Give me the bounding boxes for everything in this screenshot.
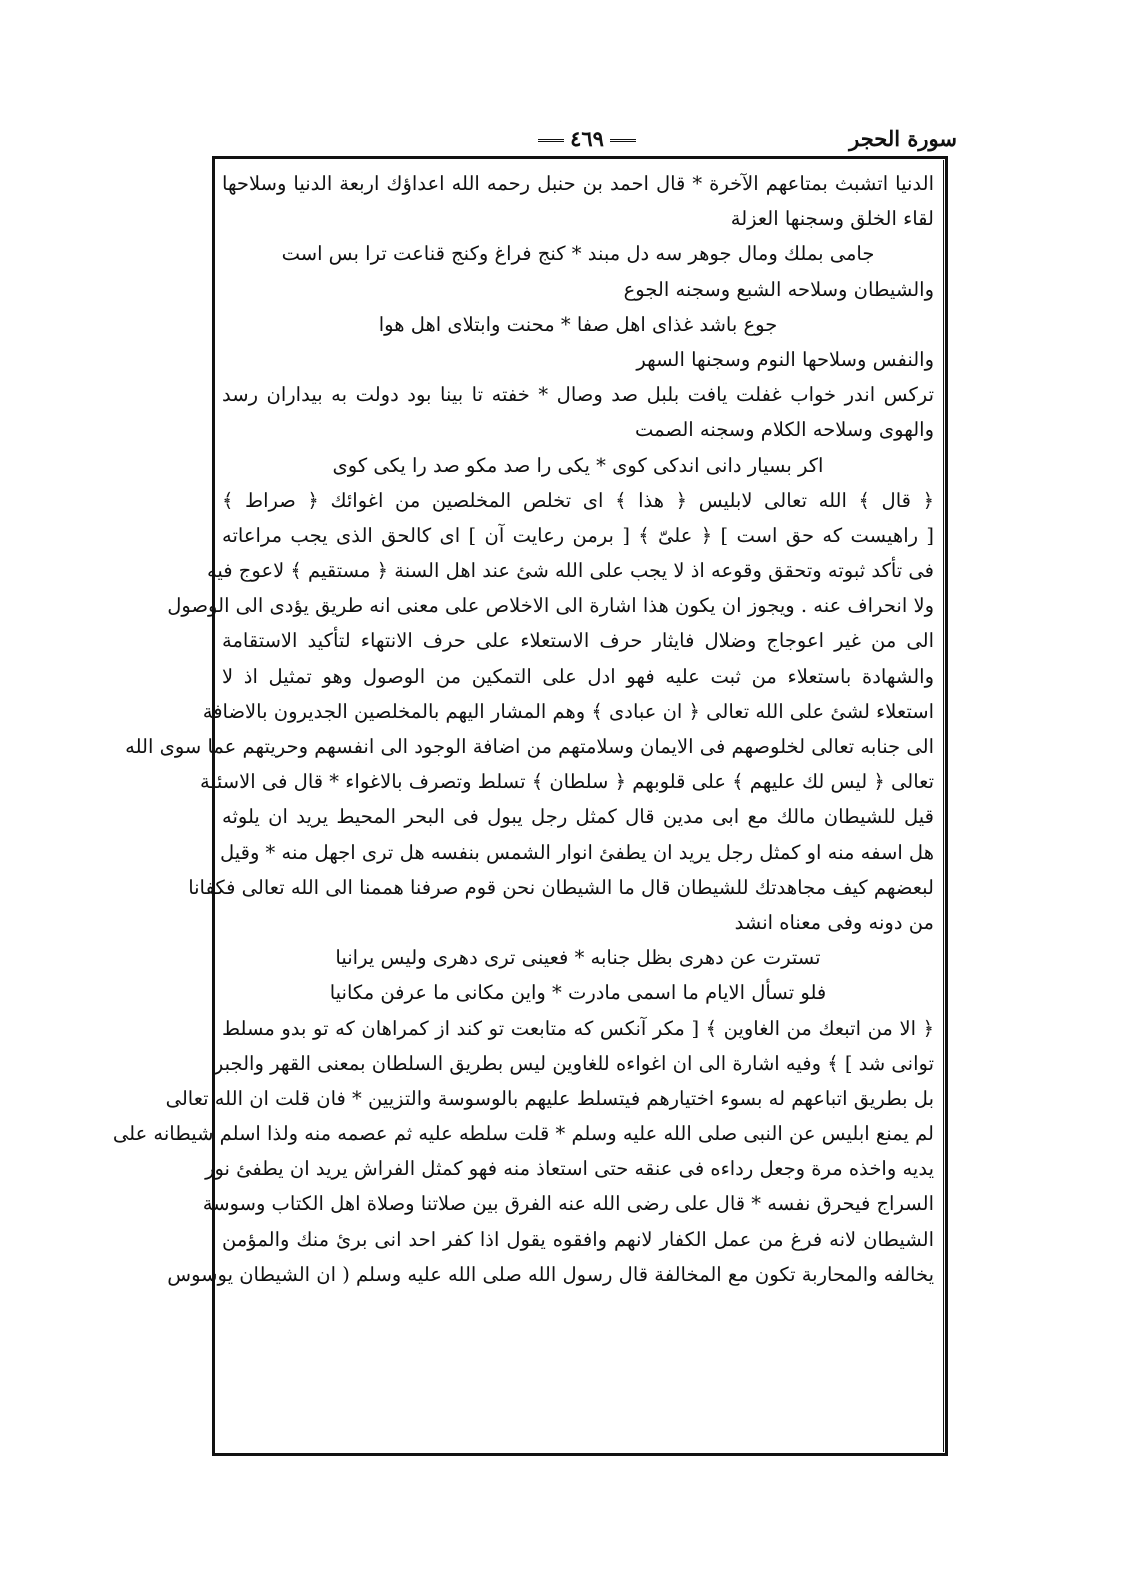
text-line: والهوى وسلاحه الكلام وسجنه الصمت: [634, 418, 934, 442]
text-line: ولا انحراف عنه . ويجوز ان يكون هذا اشارة الى الاخلاص على معنى انه طريق يؤدى الى الوصول: [167, 594, 934, 618]
text-line: والشيطان وسلاحه الشبع وسجنه الجوع: [623, 277, 934, 301]
text-line: لم يمنع ابليس عن النبى صلى الله عليه وسلم * قلت سلطه عليه ثم عصمه منه ولذا اسلم شيطانه على: [112, 1122, 934, 1146]
text-line: تركس اندر خواب غفلت يافت بلبل صد وصال * خفته تا بينا بود دولت به بيداران رسد: [222, 383, 934, 407]
text-line: من دونه وفى معناه انشد: [734, 910, 934, 934]
text-line: يديه واخذه مرة وجعل رداءه فى عنقه حتى استعاذ منه فهو كمثل الفراش يريد ان يطفئ نور: [205, 1157, 934, 1181]
text-line: ﴿ الا من اتبعك من الغاوين ﴾ [ مكر آنكس كه متابعت تو كند از كمراهان كه تو بدو مسلط: [222, 1016, 934, 1040]
text-line: استعلاء لشئ على الله تعالى ﴿ ان عبادى ﴾ وهم المشار اليهم بالمخلصين الجديرون بالاضافة: [202, 699, 934, 723]
text-line: بل بطريق اتباعهم له بسوء اختيارهم فيتسلط عليهم بالوسوسة والتزيين * فان قلت ان الله تعالى: [165, 1086, 934, 1110]
text-line: هل اسفه منه او كمثل رجل يريد ان يطفئ انوار الشمس بنفسه هل ترى اجهل منه * وقيل: [219, 840, 934, 864]
verse-line: جامى بملك ومال جوهر سه دل مبند * كنج فراغ وكنج قناعت ترا بس است: [281, 242, 875, 266]
text-line: السراج فيحرق نفسه * قال على رضى الله عنه الفرق بين صلاتنا وصلاة اهل الكتاب وسوسة: [202, 1192, 934, 1216]
text-body: [112, 166, 934, 1446]
ornament-right: [538, 139, 564, 142]
ornament-left: [610, 139, 636, 142]
verse-line: اكر بسيار دانى اندكى كوى * يكى را صد مكو صد را يكى كوى: [332, 453, 824, 477]
text-line: تعالى ﴿ ليس لك عليهم ﴾ على قلوبهم ﴿ سلطان ﴾ تسلط وتصرف بالاغواء * قال فى الاسئلة: [200, 770, 934, 794]
text-line: الدنيا اتشبث بمتاعهم الآخرة * قال احمد بن حنبل رحمه الله اعداؤك اربعة الدنيا وسلاحها: [222, 172, 934, 195]
text-line: ﴿ قال ﴾ الله تعالى لابليس ﴿ هذا ﴾ اى تخلص المخلصين من اغوائك ﴿ صراط ﴾: [222, 488, 934, 512]
page-number-block: [512, 126, 662, 151]
verse-line: جوع باشد غذاى اهل صفا * محنت وابتلاى اهل هوا: [378, 312, 778, 336]
text-line: قيل للشيطان مالك مع ابى مدين قال كمثل رجل يبول فى البحر المحيط يريد ان يلوثه: [222, 805, 934, 829]
text-line: والشهادة باستعلاء من ثبت عليه فهو ادل على التمكين من الوصول وهو تمثيل اذ لا: [222, 664, 934, 688]
text-line: والنفس وسلاحها النوم وسجنها السهر: [636, 347, 934, 371]
verse-line: تسترت عن دهرى بظل جنابه * فعينى ترى دهرى وليس يرانيا: [335, 946, 821, 970]
text-line: يخالفه والمحاربة تكون مع المخالفة قال رسول الله صلى الله عليه وسلم ( ان الشيطان يوسوس: [167, 1262, 934, 1286]
text-line: الى جنابه تعالى لخلوصهم فى الايمان وسلامتهم من اضافة الوجود الى انفسهم وحريتهم عما سوى الله: [125, 735, 934, 758]
text-line: لقاء الخلق وسجنها العزلة: [730, 207, 934, 231]
text-line: الى من غير اعوجاج وضلال فايثار حرف الاستعلاء على حرف الانتهاء لتأكيد الاستقامة: [222, 629, 934, 653]
text-line: الشيطان لانه فرغ من عمل الكفار لانهم وافقوه يقول اذا كفر احد انى برئ منك والمؤمن: [222, 1227, 934, 1251]
text-line: لبعضهم كيف مجاهدتك للشيطان قال ما الشيطان نحن قوم صرفنا هممنا الى الله تعالى فكفانا: [188, 875, 934, 899]
page-header: [212, 122, 957, 156]
text-line: توانى شد ] ﴾ وفيه اشارة الى ان اغواءه للغاوين ليس بطريق السلطان بمعنى القهر والجبر: [213, 1051, 934, 1075]
verse-line: فلو تسأل الايام ما اسمى مادرت * واين مكانى ما عرفن مكانيا: [329, 981, 827, 1005]
text-line: [ راهيست كه حق است ] ﴿ علىّ ﴾ [ برمن رعايت آن ] اى كالحق الذى يجب مراعاته: [222, 523, 934, 547]
surah-title: سورة الحجر: [849, 126, 957, 151]
page-number: ٤٦٩: [570, 126, 604, 151]
text-line: فى تأكد ثبوته وتحقق وقوعه اذ لا يجب على الله شئ عند اهل السنة ﴿ مستقيم ﴾ لاعوج فيه: [206, 559, 934, 583]
